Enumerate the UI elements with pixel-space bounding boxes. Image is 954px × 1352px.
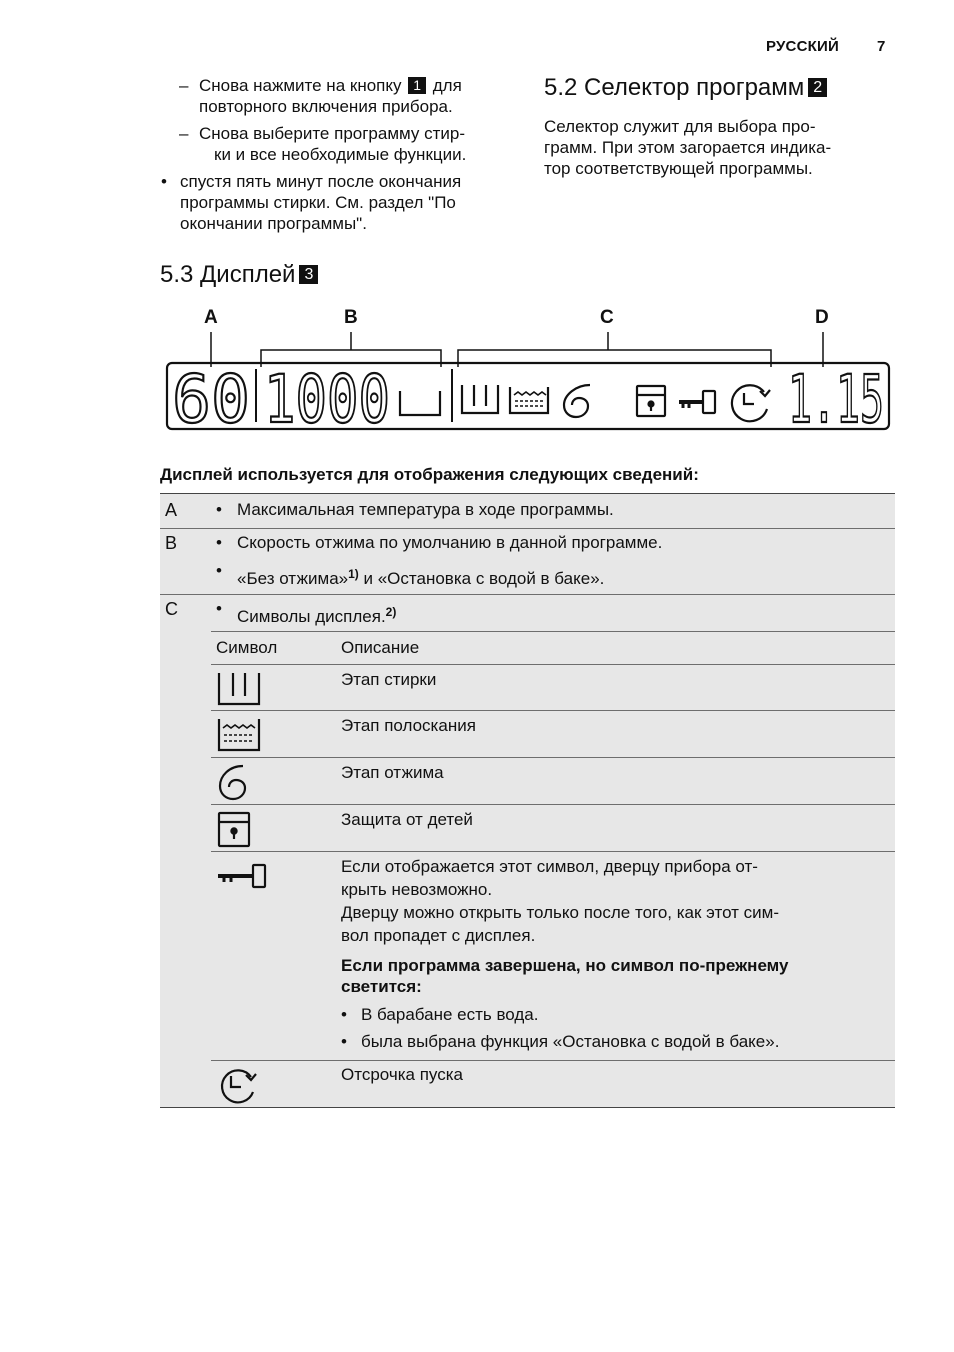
spin-icon [564,385,590,417]
time-digits: 1.15 [788,361,884,438]
door-lock-icon [216,861,268,891]
rinse-icon [217,716,263,754]
spin-icon [217,763,257,803]
bullet-item-five-minutes: • спустя пять минут после окончания программы стирки. См. раздел "По окончании программы". [161,172,462,233]
symbol-row-spin [211,758,895,805]
col-symbol-header: Символ [216,638,278,657]
subtable-header [211,632,895,665]
row-b-item-1: Скорость отжима по умолчанию в данной программе. [237,533,663,552]
section-5-3-heading: 5.3 Дисплей 3 [160,261,318,289]
row-a-item: Максимальная температура в ходе программы. [237,500,614,519]
table-row-b: B • Скорость отжима по умолчанию в данной программе. • «Без отжима»$^{1)}$ и «Остановка с водой в баке». [160,529,895,595]
child-lock-icon [217,810,253,850]
dash-item-restart: – Снова нажмите на кнопку 1 для повторного включения прибора. [179,76,462,116]
display-label-a: A [204,307,218,328]
section-5-2-heading: 5.2 Селектор программ 2 [544,74,827,102]
table-row-c: C • Символы дисплея.$^{2)}$ [160,595,895,1108]
symbol-desc-spin: Этап отжима [341,763,444,782]
page-number: 7 [877,38,886,55]
display-label-b: B [344,307,358,328]
table-intro: Дисплей используется для отображения следующих сведений: [160,465,699,484]
symbol-row-door-lock [211,852,895,1061]
child-lock-icon [637,386,665,416]
key-badge-1: 1 [408,77,426,94]
symbol-desc-child-lock: Защита от детей [341,810,473,829]
symbol-row-wash [211,665,895,711]
symbol-desc-door-lock: Если отображается этот символ, дверцу прибора от- крыть невозможно. Дверцу можно открыть только после того, как этот сим- вол пропадет с дисплея. [341,857,780,945]
table-row-a: A • Максимальная температура в ходе программы. [160,494,895,529]
dash-item-reselect: – Снова выберите программу стир- ки и все необходимые функции. [179,124,467,164]
key-badge-2: 2 [808,78,827,97]
display-label-d: D [815,307,829,328]
wash-icon [217,670,263,708]
header-language: РУССКИЙ [766,38,839,55]
symbol-desc-wash: Этап стирки [341,670,437,689]
display-diagram [162,305,894,438]
symbol-row-child-lock [211,805,895,852]
display-label-c: C [600,307,614,328]
symbol-desc-delay: Отсрочка пуска [341,1065,463,1084]
delay-start-icon [732,385,770,421]
temperature-digits: 60 [172,361,250,438]
door-lock-note-item-1: • В барабане есть вода. [341,1005,539,1024]
door-lock-icon [679,391,715,413]
key-badge-3: 3 [299,265,318,284]
no-spin-icon [400,391,440,415]
col-desc-header: Описание [341,638,420,657]
door-lock-note-heading: Если программа завершена, но символ по-прежнему светится: [341,956,789,996]
rinse-icon [510,387,548,413]
display-panel [162,305,894,438]
door-lock-note-item-2: • была выбрана функция «Остановка с водой в баке». [341,1032,780,1051]
delay-start-icon [215,1065,259,1105]
wash-icon [462,385,498,413]
row-c-item: Символы дисплея.$^{2)}$ [237,605,397,626]
symbol-desc-rinse: Этап полоскания [341,716,476,735]
spin-speed-digits: 1000 [264,361,390,438]
row-b-item-2: «Без отжима»$^{1)}$ и «Остановка с водой в баке». [237,567,605,588]
symbol-row-rinse [211,711,895,758]
section-5-2-text: Селектор служит для выбора про- грамм. При этом загорается индика- тор соответствующей программы. [544,117,832,178]
symbol-row-delay [211,1061,895,1106]
